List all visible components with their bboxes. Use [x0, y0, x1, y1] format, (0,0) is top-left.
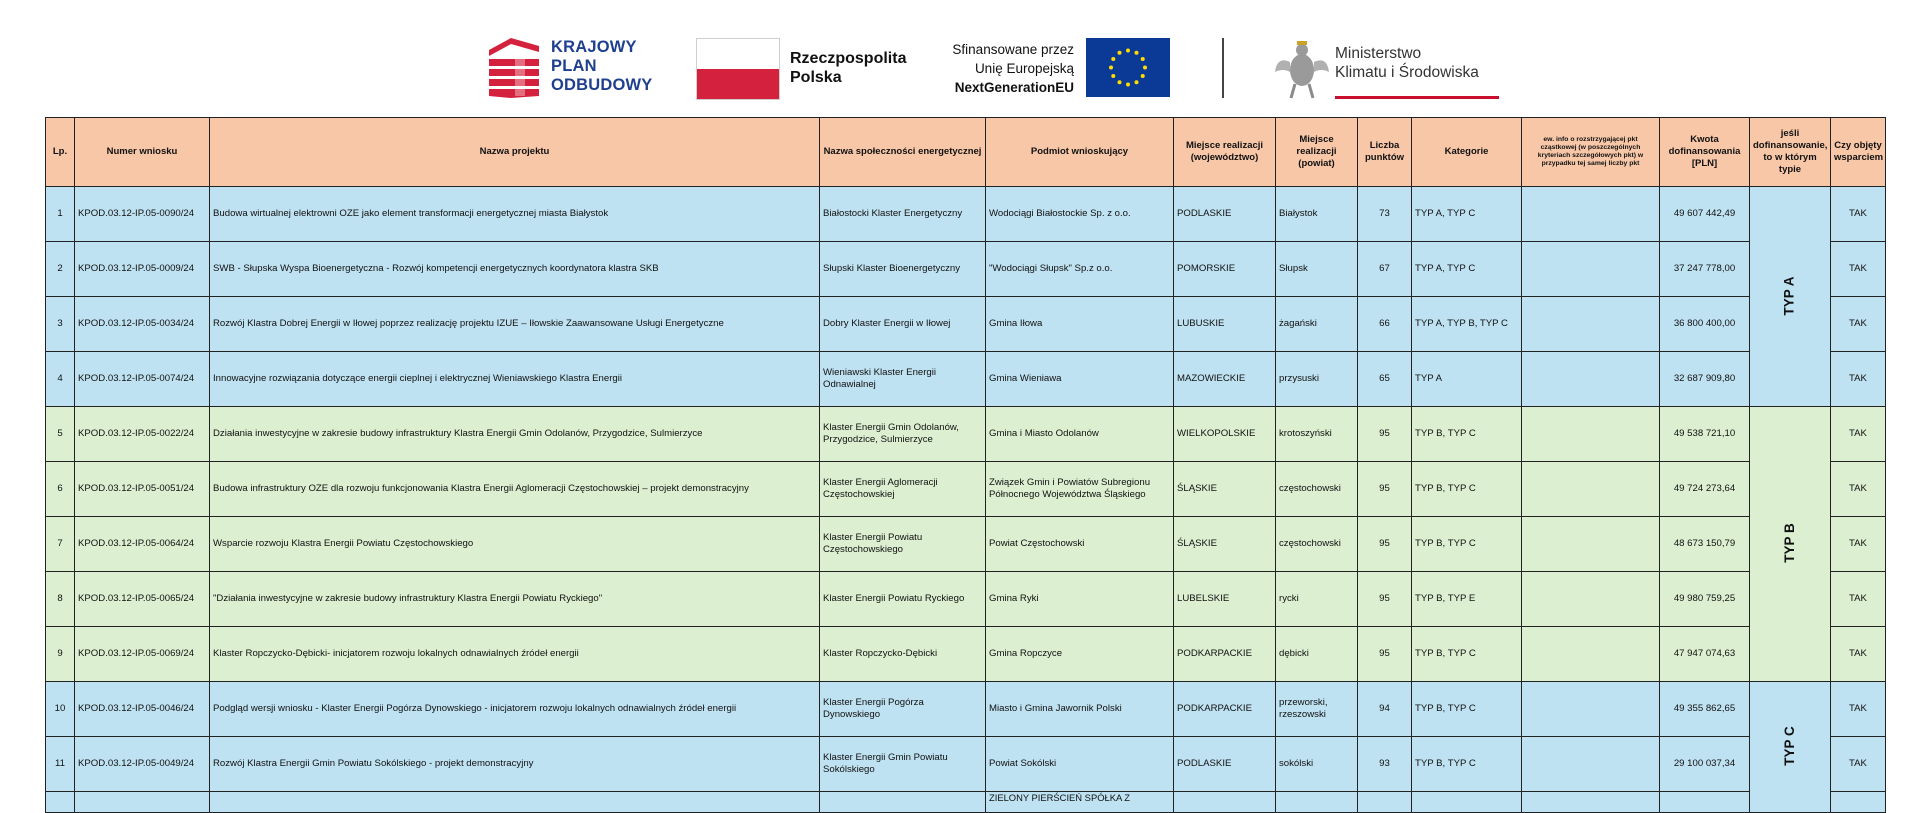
eu-star-icon	[1135, 51, 1139, 55]
cell-podmiot: Wodociągi Białostockie Sp. z o.o.	[986, 187, 1174, 242]
cell-projekt: Innowacyjne rozwiązania dotyczące energii cieplnej i elektrycznej Wieniawskiego Klastra Energii	[210, 352, 820, 407]
cell-kwota: 29 100 037,34	[1660, 737, 1750, 792]
cell-wojewodztwo: PODKARPACKIE	[1174, 627, 1276, 682]
table-row	[46, 517, 1886, 572]
cell-punkty: 66	[1358, 297, 1412, 352]
cell-kategorie: TYP A, TYP B, TYP C	[1412, 297, 1522, 352]
cell-info	[1522, 627, 1660, 682]
col-header-numer: Numer wniosku	[75, 118, 210, 187]
cell-kwota: 49 355 862,65	[1660, 682, 1750, 737]
cell-wsparcie: TAK	[1831, 682, 1886, 737]
cell-lp: 6	[46, 462, 75, 517]
cell-info	[1522, 737, 1660, 792]
cell-wsparcie: TAK	[1831, 737, 1886, 792]
cell-wojewodztwo: ŚLĄSKIE	[1174, 462, 1276, 517]
cell-punkty: 95	[1358, 462, 1412, 517]
cell-spolecznosc: Klaster Energii Aglomeracji Częstochowskiej	[820, 462, 986, 517]
cell-lp: 2	[46, 242, 75, 297]
table-row	[46, 407, 1886, 462]
cell-punkty: 65	[1358, 352, 1412, 407]
cell-spolecznosc: Białostocki Klaster Energetyczny	[820, 187, 986, 242]
table-row	[46, 572, 1886, 627]
eu-star-icon	[1109, 66, 1113, 70]
cell-numer: KPOD.03.12-IP.05-0064/24	[75, 517, 210, 572]
cell-podmiot: Powiat Sokólski	[986, 737, 1174, 792]
table-row-partial	[46, 792, 1886, 813]
cell-kategorie: TYP B, TYP C	[1412, 682, 1522, 737]
col-header-lp: Lp.	[46, 118, 75, 187]
cell-info	[1522, 462, 1660, 517]
cell-podmiot: Związek Gmin i Powiatów Subregionu Północnego Województwa Śląskiego	[986, 462, 1174, 517]
cell-wojewodztwo: LUBUSKIE	[1174, 297, 1276, 352]
cell-powiat: żagański	[1276, 297, 1358, 352]
cell-punkty: 67	[1358, 242, 1412, 297]
cell-wojewodztwo: MAZOWIECKIE	[1174, 352, 1276, 407]
cell-kategorie: TYP A, TYP C	[1412, 187, 1522, 242]
cell-powiat: rycki	[1276, 572, 1358, 627]
logo-header	[0, 0, 1920, 118]
cell-kategorie: TYP A	[1412, 352, 1522, 407]
cell-projekt: Klaster Ropczycko-Dębicki- inicjatorem rozwoju lokalnych odnawialnych źródeł energii	[210, 627, 820, 682]
logo-divider	[1222, 38, 1224, 98]
cell-kategorie: TYP B, TYP C	[1412, 517, 1522, 572]
cell-lp: 5	[46, 407, 75, 462]
cell-powiat: dębicki	[1276, 627, 1358, 682]
cell-spolecznosc: Wieniawski Klaster Energii Odnawialnej	[820, 352, 986, 407]
cell-kwota: 49 607 442,49	[1660, 187, 1750, 242]
cell-wojewodztwo: POMORSKIE	[1174, 242, 1276, 297]
cell-punkty: 95	[1358, 407, 1412, 462]
cell-spolecznosc: Klaster Energii Gmin Odolanów, Przygodzice, Sulmierzyce	[820, 407, 986, 462]
cell-kwota: 49 980 759,25	[1660, 572, 1750, 627]
cell-projekt: Wsparcie rozwoju Klastra Energii Powiatu Częstochowskiego	[210, 517, 820, 572]
col-header-punkty: Liczba punktów	[1358, 118, 1412, 187]
cell-kwota: 36 800 400,00	[1660, 297, 1750, 352]
table-row	[46, 462, 1886, 517]
cell-spolecznosc: Klaster Energii Powiatu Częstochowskiego	[820, 517, 986, 572]
cell-kategorie: TYP A, TYP C	[1412, 242, 1522, 297]
ministry-text: Ministerstwo Klimatu i Środowiska	[1335, 45, 1479, 81]
cell-info	[1522, 187, 1660, 242]
group-typ-c: TYP C	[1750, 682, 1831, 813]
eu-funding-text: Sfinansowane przez Unię Europejską NextGenerationEU	[952, 42, 1074, 95]
cell-wojewodztwo: LUBELSKIE	[1174, 572, 1276, 627]
cell-punkty: 93	[1358, 737, 1412, 792]
col-header-projekt: Nazwa projektu	[210, 118, 820, 187]
results-table	[45, 117, 1886, 813]
cell-podmiot: "Wodociągi Słupsk" Sp.z o.o.	[986, 242, 1174, 297]
group-typ-b: TYP B	[1750, 407, 1831, 682]
cell-numer: KPOD.03.12-IP.05-0049/24	[75, 737, 210, 792]
cell-projekt: Budowa infrastruktury OZE dla rozwoju funkcjonowania Klastra Energii Aglomeracji Częstochowskiej – projekt demonstracyjny	[210, 462, 820, 517]
cell-lp: 11	[46, 737, 75, 792]
cell-info	[1522, 682, 1660, 737]
col-header-info: ew. info o rozstrzygającej pkt cząstkowej (w poszczególnych kryteriach szczegółowych pkt) w przypadku tej samej liczby pkt	[1522, 118, 1660, 187]
table-row	[46, 187, 1886, 242]
cell-podmiot: Gmina Ropczyce	[986, 627, 1174, 682]
cell-spolecznosc: Słupski Klaster Bioenergetyczny	[820, 242, 986, 297]
cell-wsparcie: TAK	[1831, 517, 1886, 572]
cell-wojewodztwo: ŚLĄSKIE	[1174, 517, 1276, 572]
cell-wsparcie: TAK	[1831, 572, 1886, 627]
cell-podmiot: Gmina i Miasto Odolanów	[986, 407, 1174, 462]
cell-projekt: Rozwój Klastra Energii Gmin Powiatu Sokólskiego - projekt demonstracyjny	[210, 737, 820, 792]
cell-lp: 8	[46, 572, 75, 627]
cell-info	[1522, 572, 1660, 627]
cell-kategorie: TYP B, TYP E	[1412, 572, 1522, 627]
cell-projekt: SWB - Słupska Wyspa Bioenergetyczna - Rozwój kompetencji energetycznych koordynatora klastra SKB	[210, 242, 820, 297]
cell-kwota: 47 947 074,63	[1660, 627, 1750, 682]
eu-logo	[930, 38, 1170, 100]
cell-spolecznosc: Klaster Ropczycko-Dębicki	[820, 627, 986, 682]
cell-info	[1522, 297, 1660, 352]
ministry-red-bar	[1335, 96, 1499, 99]
eu-star-icon	[1135, 80, 1139, 84]
cell-kategorie: TYP B, TYP C	[1412, 462, 1522, 517]
eagle-emblem-icon	[1273, 38, 1331, 102]
table-row	[46, 242, 1886, 297]
eu-star-icon	[1118, 51, 1122, 55]
col-header-kategorie: Kategorie	[1412, 118, 1522, 187]
eu-star-icon	[1141, 57, 1145, 61]
cell-lp: 4	[46, 352, 75, 407]
cell-wsparcie: TAK	[1831, 627, 1886, 682]
cell-wsparcie: TAK	[1831, 352, 1886, 407]
cell-wsparcie: TAK	[1831, 242, 1886, 297]
cell-kwota: 49 538 721,10	[1660, 407, 1750, 462]
cell-numer: KPOD.03.12-IP.05-0034/24	[75, 297, 210, 352]
cell-numer: KPOD.03.12-IP.05-0065/24	[75, 572, 210, 627]
group-typ-a: TYP A	[1750, 187, 1831, 407]
cell-powiat: Słupsk	[1276, 242, 1358, 297]
cell-spolecznosc: Klaster Energii Pogórza Dynowskiego	[820, 682, 986, 737]
cell-podmiot: Powiat Częstochowski	[986, 517, 1174, 572]
cell-projekt: Podgląd wersji wniosku - Klaster Energii Pogórza Dynowskiego - inicjatorem rozwoju lokalnych odnawialnych źródeł energii	[210, 682, 820, 737]
eu-star-icon	[1143, 66, 1147, 70]
rzeczpospolita-logo	[696, 38, 906, 100]
cell-info	[1522, 407, 1660, 462]
col-header-wojewodztwo: Miejsce realizacji (województwo)	[1174, 118, 1276, 187]
cell-powiat: przysuski	[1276, 352, 1358, 407]
cell-powiat: częstochowski	[1276, 517, 1358, 572]
cell-lp: 1	[46, 187, 75, 242]
eu-star-icon	[1126, 83, 1130, 87]
cell-numer: KPOD.03.12-IP.05-0090/24	[75, 187, 210, 242]
cell-numer: KPOD.03.12-IP.05-0069/24	[75, 627, 210, 682]
cell-kategorie: TYP B, TYP C	[1412, 627, 1522, 682]
eu-star-icon	[1126, 49, 1130, 53]
col-header-kwota: Kwota dofinansowania [PLN]	[1660, 118, 1750, 187]
eu-flag-icon	[1086, 38, 1170, 97]
cell-numer: KPOD.03.12-IP.05-0074/24	[75, 352, 210, 407]
col-header-wsparcie: Czy objęty wsparciem	[1831, 118, 1886, 187]
cell-kwota: 49 724 273,64	[1660, 462, 1750, 517]
eu-star-icon	[1118, 80, 1122, 84]
cell-lp: 10	[46, 682, 75, 737]
cell-podmiot: Gmina Wieniawa	[986, 352, 1174, 407]
cell-podmiot: Gmina Iłowa	[986, 297, 1174, 352]
cell-numer: KPOD.03.12-IP.05-0022/24	[75, 407, 210, 462]
cell-lp: 3	[46, 297, 75, 352]
kpo-logo-text: KRAJOWY PLAN ODBUDOWY	[551, 38, 653, 94]
cell-powiat: przeworski, rzeszowski	[1276, 682, 1358, 737]
cell-numer: KPOD.03.12-IP.05-0009/24	[75, 242, 210, 297]
table-row	[46, 297, 1886, 352]
col-header-spolecznosc: Nazwa społeczności energetycznej	[820, 118, 986, 187]
cell-kwota: 48 673 150,79	[1660, 517, 1750, 572]
cell-numer: KPOD.03.12-IP.05-0046/24	[75, 682, 210, 737]
cell-projekt: Rozwój Klastra Dobrej Energii w Iłowej poprzez realizację projektu IZUE – Iłowskie Zaawansowane Usługi Energetyczne	[210, 297, 820, 352]
cell-podmiot: ZIELONY PIERŚCIEŃ SPÓŁKA Z	[986, 792, 1174, 813]
cell-kwota: 32 687 909,80	[1660, 352, 1750, 407]
cell-punkty: 94	[1358, 682, 1412, 737]
cell-podmiot: Gmina Ryki	[986, 572, 1174, 627]
cell-powiat: Białystok	[1276, 187, 1358, 242]
cell-kategorie: TYP B, TYP C	[1412, 407, 1522, 462]
cell-info	[1522, 242, 1660, 297]
cell-spolecznosc: Klaster Energii Powiatu Ryckiego	[820, 572, 986, 627]
cell-kategorie: TYP B, TYP C	[1412, 737, 1522, 792]
cell-wojewodztwo: PODLASKIE	[1174, 187, 1276, 242]
cell-podmiot: Miasto i Gmina Jawornik Polski	[986, 682, 1174, 737]
cell-lp: 9	[46, 627, 75, 682]
cell-punkty: 73	[1358, 187, 1412, 242]
table-row	[46, 682, 1886, 737]
ministry-logo	[1273, 38, 1503, 102]
cell-punkty: 95	[1358, 627, 1412, 682]
polish-flag-icon	[696, 38, 780, 100]
cell-info	[1522, 517, 1660, 572]
cell-spolecznosc: Klaster Energii Gmin Powiatu Sokólskiego	[820, 737, 986, 792]
cell-powiat: sokólski	[1276, 737, 1358, 792]
col-header-typ: jeśli dofinansowanie, to w którym typie	[1750, 118, 1831, 187]
kpo-logo	[489, 36, 664, 100]
kpo-flag-icon	[489, 38, 539, 98]
cell-wsparcie: TAK	[1831, 297, 1886, 352]
cell-wojewodztwo: PODKARPACKIE	[1174, 682, 1276, 737]
cell-powiat: częstochowski	[1276, 462, 1358, 517]
cell-powiat: krotoszyński	[1276, 407, 1358, 462]
cell-punkty: 95	[1358, 517, 1412, 572]
cell-lp: 7	[46, 517, 75, 572]
cell-info	[1522, 352, 1660, 407]
cell-projekt: Działania inwestycyjne w zakresie budowy infrastruktury Klastra Energii Gmin Odolanów, Przygodzice, Sulmierzyce	[210, 407, 820, 462]
eu-star-icon	[1111, 57, 1115, 61]
cell-wsparcie: TAK	[1831, 462, 1886, 517]
cell-wojewodztwo: PODLASKIE	[1174, 737, 1276, 792]
cell-spolecznosc: Dobry Klaster Energii w Iłowej	[820, 297, 986, 352]
rzeczpospolita-text: Rzeczpospolita Polska	[790, 50, 907, 86]
table-row	[46, 737, 1886, 792]
cell-wojewodztwo: WIELKOPOLSKIE	[1174, 407, 1276, 462]
cell-wsparcie: TAK	[1831, 407, 1886, 462]
table-row	[46, 352, 1886, 407]
table-row	[46, 627, 1886, 682]
cell-punkty: 95	[1358, 572, 1412, 627]
eu-star-icon	[1111, 74, 1115, 78]
col-header-podmiot: Podmiot wnioskujący	[986, 118, 1174, 187]
eu-star-icon	[1141, 74, 1145, 78]
cell-wsparcie: TAK	[1831, 187, 1886, 242]
cell-projekt: "Działania inwestycyjne w zakresie budowy infrastruktury Klastra Energii Powiatu Ryckiego"	[210, 572, 820, 627]
cell-projekt: Budowa wirtualnej elektrowni OZE jako element transformacji energetycznej miasta Białystok	[210, 187, 820, 242]
col-header-powiat: Miejsce realizacji (powiat)	[1276, 118, 1358, 187]
cell-kwota: 37 247 778,00	[1660, 242, 1750, 297]
table-header-row	[46, 118, 1886, 187]
cell-numer: KPOD.03.12-IP.05-0051/24	[75, 462, 210, 517]
